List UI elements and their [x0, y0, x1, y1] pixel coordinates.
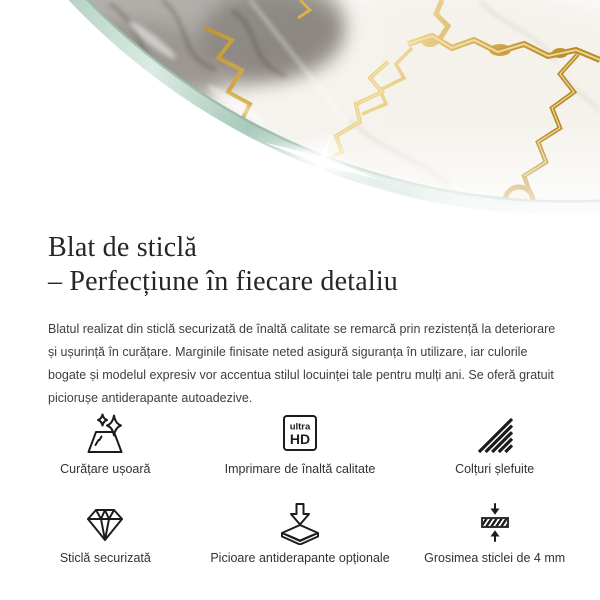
page-title — [48, 231, 562, 299]
feature-easy-cleaning — [8, 400, 203, 477]
feature-ultra-hd-print — [203, 400, 398, 477]
feature-label: Sticlă securizată — [59, 551, 151, 565]
feature-anti-slip-feet — [203, 489, 398, 566]
feature-glass-thickness — [397, 489, 592, 566]
feature-label: Picioare antiderapante opționale — [210, 551, 390, 565]
easy-cleaning-icon — [81, 408, 129, 456]
glass-thickness-icon — [471, 497, 519, 545]
ultra-hd-text-bottom: HD — [289, 431, 311, 447]
feature-label: Grosimea sticlei de 4 mm — [424, 551, 566, 565]
anti-slip-feet-icon — [276, 497, 324, 545]
feature-label: Colțuri șlefuite — [455, 462, 535, 476]
feature-grid — [8, 400, 592, 566]
ultra-hd-icon — [276, 408, 324, 456]
polished-corners-icon — [471, 408, 519, 456]
description-paragraph: Blatul realizat din sticlă securizată de înaltă calitate se remarcă prin rezistență la deteriorare și ușurință în curățare. Marginile finisate neted asigură siguranța în utilizare, iar culorile bogate și modelul expresiv vor accentua stilul locuinței tale pentru mulți ani. Se oferă gratuit piciorușe antiderapante autoadezive. — [48, 321, 556, 405]
feature-tempered-glass — [8, 489, 203, 566]
feature-label: Imprimare de înaltă calitate — [224, 462, 376, 476]
page-title-line1: Blat de sticlă — [48, 231, 197, 263]
feature-label: Curățare ușoară — [60, 462, 151, 476]
ultra-hd-text-top: ultra — [289, 421, 311, 433]
tempered-glass-icon — [81, 497, 129, 545]
feature-polished-corners — [397, 400, 592, 477]
description-section — [48, 212, 562, 422]
page-title-line2: – Perfecțiune în fiecare detaliu — [48, 265, 399, 297]
